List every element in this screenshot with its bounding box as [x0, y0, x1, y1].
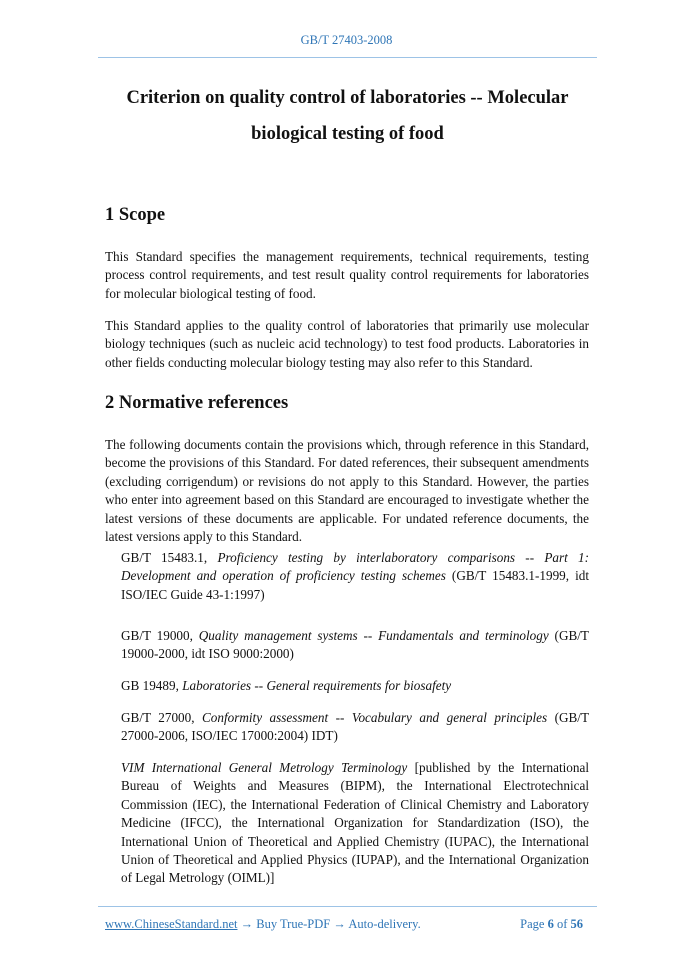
- reference-title: Conformity assessment -- Vocabulary and general principles: [202, 710, 548, 725]
- reference-code: GB 19489,: [121, 678, 183, 693]
- running-footer: [105, 917, 589, 932]
- header-divider: [98, 57, 597, 58]
- reference-title: Laboratories -- General requirements for biosafety: [182, 678, 452, 693]
- reference-item: [121, 677, 589, 695]
- reference-code: GB/T 27000,: [121, 710, 202, 725]
- buy-pdf-text: Buy True-PDF: [256, 917, 331, 931]
- footer-divider: [98, 906, 597, 907]
- arrow-right-icon: →: [237, 917, 257, 931]
- reference-note: (GB/T 15483.1-1999, idt ISO/IEC Guide 43-1:1997): [121, 568, 589, 602]
- section-heading-normative-references: 2 Normative references: [105, 393, 289, 413]
- reference-code: GB/T 15483.1,: [121, 550, 218, 565]
- page-indicator: [520, 917, 583, 932]
- page-current: 6: [547, 917, 554, 931]
- page-total: 56: [570, 917, 583, 931]
- reference-title: VIM International General Metrology Terminology: [121, 760, 408, 775]
- running-header: [0, 33, 693, 48]
- document-code: GB/T 27403-2008: [300, 33, 393, 47]
- scope-paragraph-1: This Standard specifies the management requirements, technical requirements, testing process control requirements, and test result quality control requirements for laboratories for molecular biological testing of food.: [105, 249, 589, 301]
- title-line-1: Criterion on quality control of laboratories -- Molecular: [126, 88, 569, 108]
- page-of-label: of: [556, 917, 568, 931]
- reference-code: GB/T 19000,: [121, 628, 199, 643]
- reference-item: [121, 759, 589, 888]
- website-link[interactable]: www.ChineseStandard.net: [105, 917, 238, 931]
- page-label: Page: [520, 917, 545, 931]
- scope-paragraph-2: This Standard applies to the quality control of laboratories that primarily use molecular biology techniques (such as nucleic acid technology) to test food products. Laboratories in other fields conducting molecular biology testing may also refer to this Standard.: [105, 318, 589, 370]
- reference-title: Proficiency testing by interlaboratory comparisons -- Part 1: Development and operation of proficiency testing schemes: [121, 550, 589, 584]
- title-line-2: biological testing of food: [251, 124, 444, 144]
- reference-item: [121, 709, 589, 746]
- arrow-right-icon: →: [330, 917, 349, 931]
- reference-title: Quality management systems -- Fundamentals and terminology: [198, 628, 549, 643]
- reference-note: [published by the International Bureau of Weights and Measures (BIPM), the International Electrotechnical Commission (IEC), the International Federation of Clinical Chemistry and Laboratory Medicine (IFCC), the International Organization for Standardization (ISO), the International Union of Theoretical and Applied Chemistry (IUPAC), the International Union of Theoretical and Applied Physics (IUPAP), and the International Organization of Legal Metrology (OIML)]: [121, 760, 589, 886]
- reference-note: (GB/T 27000-2006, ISO/IEC 17000:2004) IDT): [121, 710, 589, 744]
- reference-note: (GB/T 19000-2000, idt ISO 9000:2000): [121, 628, 589, 662]
- section-heading-scope: 1 Scope: [105, 205, 166, 225]
- document-title: [98, 80, 597, 152]
- normative-intro-paragraph: The following documents contain the provisions which, through reference in this Standard, become the provisions of this Standard. For dated references, their subsequent amendments (excluding corrigendum) or revisions do not apply to this Standard. However, the parties who enter into agreement based on this Standard are encouraged to investigate whether the latest versions of these documents are applicable. For undated reference documents, the latest versions apply to this Standard.: [105, 437, 589, 545]
- reference-item: [121, 549, 589, 604]
- reference-item: [121, 627, 589, 664]
- auto-delivery-text: Auto-delivery.: [348, 917, 421, 931]
